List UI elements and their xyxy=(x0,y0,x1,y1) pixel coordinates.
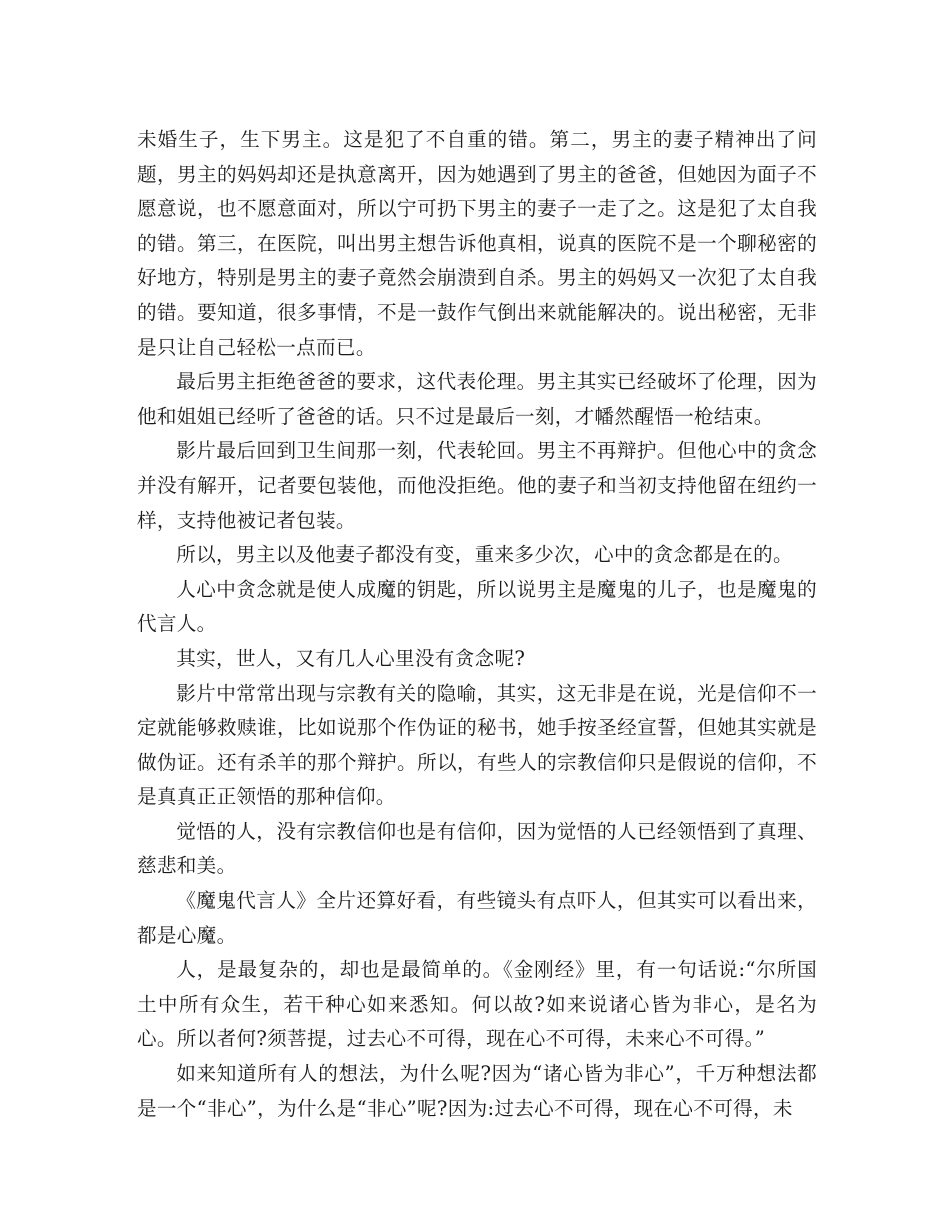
paragraph-3: 影片最后回到卫生间那一刻，代表轮回。男主不再辩护。但他心中的贪念并没有解开，记者要包装他，而他没拒绝。他的妻子和当初支持他留在纽约一样，支持他被记者包装。 xyxy=(137,439,817,532)
paragraph-2: 最后男主拒绝爸爸的要求，这代表伦理。男主其实已经破坏了伦理，因为他和姐姐已经听了爸爸的话。只不过是最后一刻，才幡然醒悟一枪结束。 xyxy=(137,370,817,428)
paragraph-7: 影片中常常出现与宗教有关的隐喻，其实，这无非是在说，光是信仰不一定就能够救赎谁，比如说那个作伪证的秘书，她手按圣经宣誓，但她其实就是做伪证。还有杀羊的那个辩护。所以，有些人的宗教信仰只是假说的信仰，不是真真正正领悟的那种信仰。 xyxy=(137,681,817,809)
paragraph-4: 所以，男主以及他妻子都没有变，重来多少次，心中的贪念都是在的。 xyxy=(176,543,793,567)
paragraph-1: 未婚生子，生下男主。这是犯了不自重的错。第二，男主的妻子精神出了问题，男主的妈妈却还是执意离开，因为她遇到了男主的爸爸，但她因为面子不愿意说，也不愿意面对，所以宁可扔下男主的妻子一走了之。这是犯了太自我的错。第三，在医院，叫出男主想告诉他真相，说真的医院不是一个聊秘密的好地方，特别是男主的妻子竟然会崩溃到自杀。男主的妈妈又一次犯了太自我的错。要知道，很多事情，不是一鼓作气倒出来就能解决的。说出秘密，无非是只让自己轻松一点而已。 xyxy=(137,128,817,359)
document-body xyxy=(137,123,817,1126)
paragraph-9: 《魔鬼代言人》全片还算好看，有些镜头有点吓人，但其实可以看出来，都是心魔。 xyxy=(137,889,817,947)
paragraph-5: 人心中贪念就是使人成魔的钥匙，所以说男主是魔鬼的儿子，也是魔鬼的代言人。 xyxy=(137,577,817,636)
paragraph-8: 觉悟的人，没有宗教信仰也是有信仰，因为觉悟的人已经领悟到了真理、慈悲和美。 xyxy=(137,819,817,878)
paragraph-10: 人，是最复杂的，却也是最简单的。《金刚经》里，有一句话说:“尔所国土中所有众生，若干种心如来悉知。何以故?如来说诸心皆为非心，是名为心。所以者何?须菩提，过去心不可得，现在心不可得，未来心不可得。” xyxy=(137,958,817,1051)
paragraph-11: 如来知道所有人的想法，为什么呢?因为“诸心皆为非心”，千万种想法都是一个“非心”，为什么是“非心”呢?因为:过去心不可得，现在心不可得，未 xyxy=(137,1062,817,1120)
paragraph-6: 其实，世人，又有几人心里没有贪念呢? xyxy=(176,646,526,670)
